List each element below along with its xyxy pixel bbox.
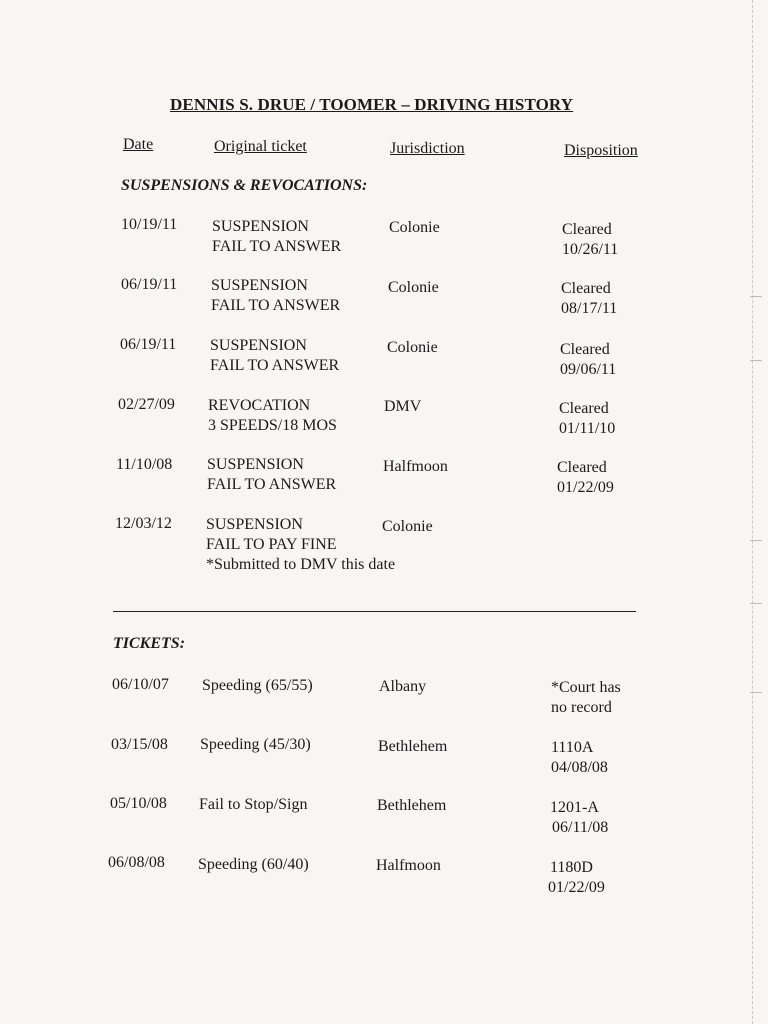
page-title: DENNIS S. DRUE / TOOMER – DRIVING HISTORY [170, 95, 574, 114]
column-header-jurisdiction: Jurisdiction [390, 140, 465, 157]
row-date: 05/10/08 [110, 795, 167, 812]
row-jurisdiction: Albany [379, 678, 427, 695]
row-date: 12/03/12 [115, 515, 172, 532]
row-ticket [210, 336, 339, 376]
row-date: 06/19/11 [120, 336, 177, 353]
ticket-line: SUSPENSION [212, 218, 309, 235]
ticket-note: *Submitted to DMV this date [206, 556, 396, 573]
section-heading-suspensions: SUSPENSIONS & REVOCATIONS: [121, 177, 368, 194]
row-ticket: Speeding (45/30) [200, 736, 311, 753]
disposition-line: 04/08/08 [551, 759, 608, 776]
disposition-line: Cleared [562, 221, 612, 238]
disposition-line: 06/11/08 [552, 819, 609, 836]
row-disposition [561, 279, 617, 319]
disposition-line: Cleared [557, 459, 607, 476]
row-disposition [551, 738, 608, 778]
column-header-date: Date [123, 136, 154, 153]
disposition-line: 1110A [551, 739, 594, 756]
row-ticket [212, 217, 341, 257]
ticket-line: REVOCATION [208, 397, 311, 414]
ticket-line: FAIL TO ANSWER [212, 238, 342, 255]
row-ticket [206, 515, 395, 575]
ticket-line: 3 SPEEDS/18 MOS [208, 417, 337, 434]
row-ticket [207, 455, 336, 495]
ticket-line: SUSPENSION [211, 277, 308, 294]
row-disposition [548, 858, 605, 898]
row-ticket [208, 396, 337, 436]
row-date: 02/27/09 [118, 396, 175, 413]
scan-edge-line [752, 0, 754, 1024]
row-disposition [560, 340, 616, 380]
row-jurisdiction: Halfmoon [383, 458, 448, 475]
row-date: 06/19/11 [121, 276, 178, 293]
row-jurisdiction: Halfmoon [376, 857, 441, 874]
ticket-line: SUSPENSION [210, 337, 307, 354]
disposition-line: 01/22/09 [557, 479, 614, 496]
ticket-line: FAIL TO ANSWER [207, 476, 337, 493]
ticket-line: FAIL TO ANSWER [210, 357, 340, 374]
scan-edge-mark [750, 296, 762, 297]
disposition-line: 09/06/11 [560, 361, 617, 378]
scan-edge-mark [750, 540, 762, 541]
row-jurisdiction: Bethlehem [377, 797, 447, 814]
section-heading-tickets: TICKETS: [113, 635, 186, 652]
disposition-line: 1180D [550, 859, 593, 876]
row-jurisdiction: Colonie [382, 518, 433, 535]
row-jurisdiction: Colonie [388, 279, 439, 296]
row-disposition [557, 458, 614, 498]
disposition-line: no record [551, 699, 612, 716]
column-header-ticket: Original ticket [214, 138, 307, 155]
row-disposition [551, 678, 621, 718]
row-jurisdiction: DMV [384, 398, 422, 415]
row-date: 10/19/11 [121, 216, 178, 233]
row-date: 06/10/07 [112, 676, 169, 693]
disposition-line: 1201-A [550, 799, 599, 816]
disposition-line: Cleared [560, 341, 610, 358]
disposition-line: 01/11/10 [559, 420, 616, 437]
scan-edge-mark [750, 692, 762, 693]
ticket-line: FAIL TO PAY FINE [206, 536, 337, 553]
scan-edge-mark [750, 603, 762, 604]
ticket-line: SUSPENSION [207, 456, 304, 473]
disposition-line: Cleared [561, 280, 611, 297]
row-ticket: Speeding (60/40) [198, 856, 309, 873]
section-divider [113, 611, 636, 612]
row-jurisdiction: Colonie [389, 219, 440, 236]
row-disposition [562, 220, 618, 260]
disposition-line: 01/22/09 [548, 879, 605, 896]
row-ticket: Fail to Stop/Sign [199, 796, 308, 813]
row-jurisdiction: Bethlehem [378, 738, 448, 755]
row-date: 03/15/08 [111, 736, 168, 753]
ticket-line: SUSPENSION [206, 516, 303, 533]
row-date: 06/08/08 [108, 854, 165, 871]
disposition-line: Cleared [559, 400, 609, 417]
row-ticket [211, 276, 340, 316]
column-header-disposition: Disposition [564, 142, 638, 159]
disposition-line: 10/26/11 [562, 241, 619, 258]
disposition-line: *Court has [551, 679, 621, 696]
row-jurisdiction: Colonie [387, 339, 438, 356]
ticket-line: FAIL TO ANSWER [211, 297, 341, 314]
row-disposition [559, 399, 615, 439]
row-disposition [550, 798, 608, 838]
disposition-line: 08/17/11 [561, 300, 618, 317]
scan-edge-mark [750, 360, 762, 361]
row-ticket: Speeding (65/55) [202, 677, 313, 694]
row-date: 11/10/08 [116, 456, 173, 473]
